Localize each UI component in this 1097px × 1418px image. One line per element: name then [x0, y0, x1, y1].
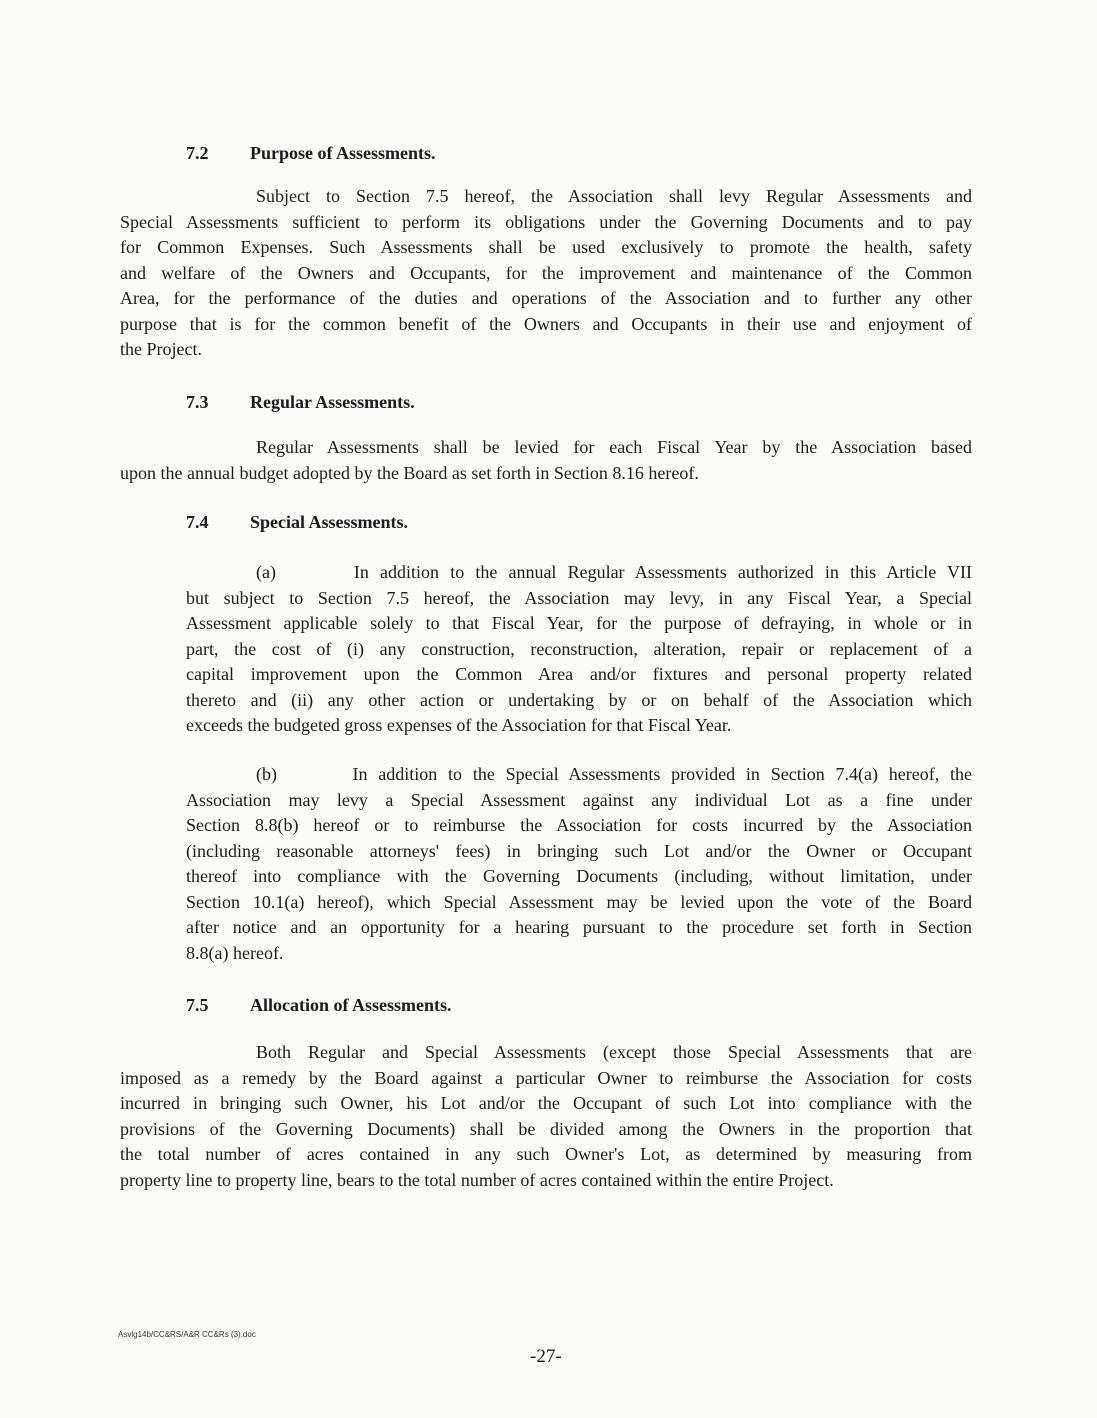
paragraph-line: (including reasonable attorneys' fees) in bringing such Lot and/or the Owner or Occupant [186, 840, 972, 861]
section-number: 7.5 [186, 995, 209, 1015]
paragraph-line: upon the annual budget adopted by the Board as set forth in Section 8.16 hereof. [120, 462, 699, 483]
section-title: Purpose of Assessments. [250, 143, 436, 163]
document-file-path: Asvlg14b/CC&RS/A&R CC&Rs (3).doc [118, 1330, 256, 1339]
paragraph-line: Special Assessments sufficient to perform its obligations under the Governing Documents and to pay [120, 211, 972, 232]
paragraph-7-3 [120, 435, 972, 486]
paragraph-line: for Common Expenses. Such Assessments shall be used exclusively to promote the health, safety [120, 237, 972, 257]
paragraph-line: after notice and an opportunity for a hearing pursuant to the procedure set forth in Section [186, 917, 972, 937]
paragraph-line: thereof into compliance with the Governing Documents (including, without limitation, under [186, 866, 972, 886]
paragraph-line: thereto and (ii) any other action or undertaking by or on behalf of the Association which [186, 689, 972, 710]
paragraph-line: imposed as a remedy by the Board against a particular Owner to reimburse the Association for costs [120, 1067, 972, 1088]
paragraph-7-2 [120, 184, 972, 363]
section-number: 7.2 [186, 143, 209, 163]
paragraph-7-4-b [186, 762, 972, 966]
paragraph-line: incurred in bringing such Owner, his Lot and/or the Occupant of such Lot into compliance with the [120, 1093, 972, 1113]
paragraph-line: Section 10.1(a) hereof), which Special Assessment may be levied upon the vote of the Board [186, 891, 972, 912]
paragraph-7-5 [120, 1040, 972, 1193]
paragraph-line: Association may levy a Special Assessment against any individual Lot as a fine under [186, 789, 972, 810]
paragraph-line: part, the cost of (i) any construction, reconstruction, alteration, repair or replacement of a [186, 638, 972, 659]
paragraph-line: purpose that is for the common benefit of the Owners and Occupants in their use and enjoyment of [120, 313, 972, 334]
paragraph-line: Area, for the performance of the duties and operations of the Association and to further any other [120, 288, 972, 308]
paragraph-line: the Project. [120, 339, 202, 359]
paragraph-line: (b) In addition to the Special Assessments provided in Section 7.4(a) hereof, the [256, 764, 972, 784]
page-number: -27- [530, 1346, 562, 1367]
paragraph-line: provisions of the Governing Documents) shall be divided among the Owners in the proportion that [120, 1118, 972, 1139]
paragraph-line: (a) In addition to the annual Regular Assessments authorized in this Article VII [256, 562, 972, 582]
paragraph-line: and welfare of the Owners and Occupants, for the improvement and maintenance of the Common [120, 262, 972, 283]
paragraph-line: Section 8.8(b) hereof or to reimburse the Association for costs incurred by the Association [186, 815, 972, 835]
paragraph-line: but subject to Section 7.5 hereof, the Association may levy, in any Fiscal Year, a Special [186, 587, 972, 608]
paragraph-line: Both Regular and Special Assessments (except those Special Assessments that are [256, 1042, 972, 1062]
section-number: 7.3 [186, 392, 209, 412]
paragraph-line: Assessment applicable solely to that Fiscal Year, for the purpose of defraying, in whole or in [186, 613, 972, 633]
paragraph-line: exceeds the budgeted gross expenses of the Association for that Fiscal Year. [186, 715, 732, 735]
paragraph-line: Subject to Section 7.5 hereof, the Association shall levy Regular Assessments and [256, 186, 972, 206]
paragraph-line: Regular Assessments shall be levied for each Fiscal Year by the Association based [256, 437, 972, 457]
paragraph-line: capital improvement upon the Common Area and/or fixtures and personal property related [186, 664, 972, 684]
section-title: Allocation of Assessments. [250, 995, 452, 1015]
paragraph-line: property line to property line, bears to the total number of acres contained within the entire Project. [120, 1169, 834, 1190]
paragraph-7-4-a [186, 560, 972, 739]
paragraph-line: the total number of acres contained in any such Owner's Lot, as determined by measuring from [120, 1144, 972, 1164]
section-title: Special Assessments. [250, 512, 409, 532]
section-title: Regular Assessments. [250, 392, 415, 412]
section-number: 7.4 [186, 512, 209, 532]
paragraph-line: 8.8(a) hereof. [186, 942, 284, 963]
